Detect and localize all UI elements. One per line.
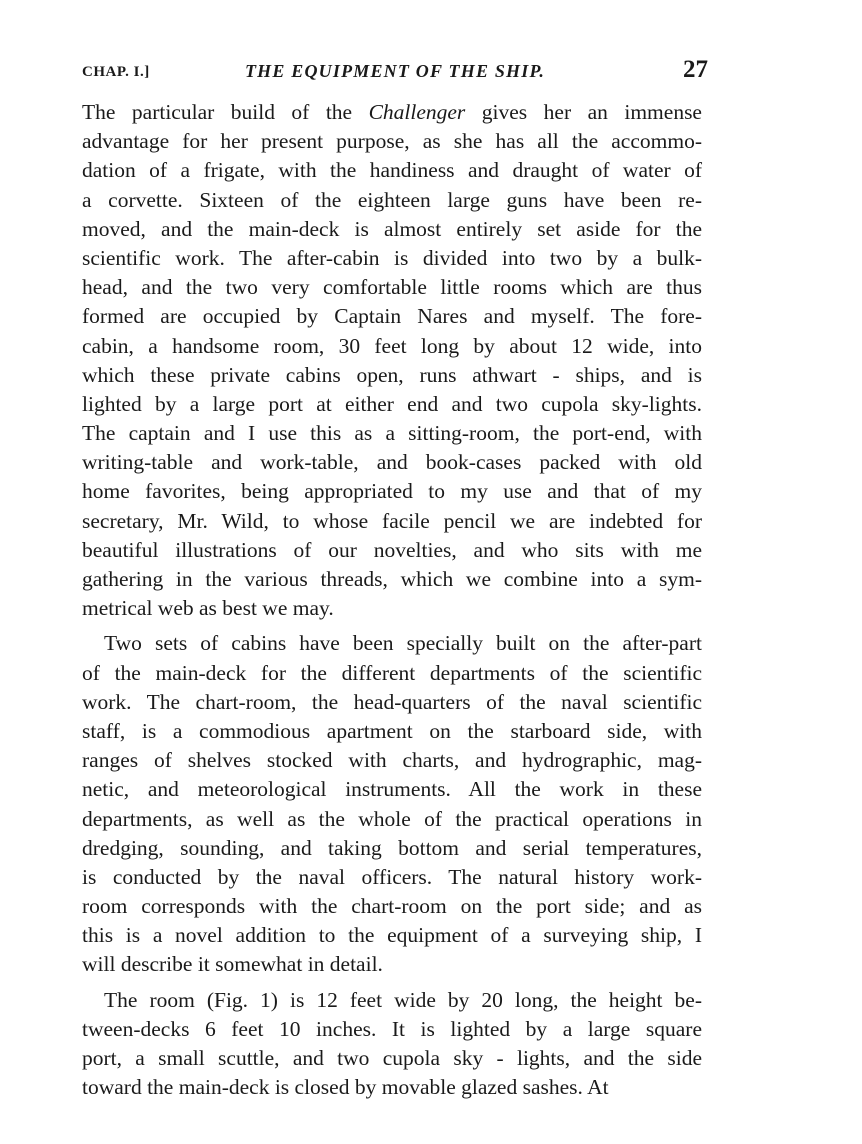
line-text: room corresponds with the chart-room on the port side; and as: [82, 894, 702, 919]
text-line: [82, 892, 702, 921]
text-line: [82, 156, 702, 185]
line-text: is conducted by the naval officers. The natural history work-: [82, 864, 702, 889]
line-text: which these private cabins open, runs athwart - ships, and is: [82, 362, 702, 387]
running-header: [82, 58, 708, 88]
text-line: [82, 986, 702, 1015]
line-text: netic, and meteorological instruments. All the work in these: [82, 777, 702, 802]
body-text: [82, 98, 702, 1102]
line-text: gathering in the various threads, which we combine into a sym-: [82, 567, 702, 591]
line-text: head, and the two very comfortable little rooms which are thus: [82, 275, 702, 300]
line-text: scientific work. The after-cabin is divided into two by a bulk-: [82, 245, 702, 270]
text-line: [82, 565, 702, 594]
line-text: beautiful illustrations of our novelties, and who sits with me: [82, 537, 702, 562]
ship-name-italic: Challenger: [368, 100, 466, 124]
line-text: dation of a frigate, with the handiness and draught of water of: [82, 158, 702, 183]
text-line: [82, 332, 702, 361]
text-line: [82, 834, 702, 863]
line-text: a corvette. Sixteen of the eighteen large guns have been re-: [82, 187, 702, 212]
line-text: writing-table and work-table, and book-cases packed with old: [82, 450, 702, 475]
paragraph: [82, 98, 702, 623]
line-text: formed are occupied by Captain Nares and myself. The fore-: [82, 304, 702, 329]
text-line: [82, 390, 702, 419]
line-text: port, a small scuttle, and two cupola sky - lights, and the side: [82, 1046, 702, 1070]
line-text: departments, as well as the whole of the practical operations in: [82, 806, 702, 831]
text-line: [82, 186, 702, 215]
line-text: metrical web as best we may.: [82, 596, 334, 621]
text-line: [82, 477, 702, 506]
line-text: advantage for her present purpose, as she has all the accommo-: [82, 129, 702, 154]
text-line: [82, 805, 702, 834]
line-text: gives her an immense: [465, 100, 702, 124]
text-line: [82, 361, 702, 390]
text-line: [82, 629, 702, 658]
text-line: [82, 215, 702, 244]
line-text: tween-decks 6 feet 10 inches. It is lighted by a large square: [82, 1016, 702, 1041]
line-text: The captain and I use this as a sitting-room, the port-end, with: [82, 421, 702, 446]
line-text: will describe it somewhat in detail.: [82, 952, 383, 977]
paragraph: [82, 986, 702, 1103]
line-text: toward the main-deck is closed by movable glazed sashes. At: [82, 1075, 609, 1100]
chapter-label: CHAP. I.]: [82, 64, 150, 80]
text-line: [82, 127, 702, 156]
line-text: of the main-deck for the different departments of the scientific: [82, 660, 702, 685]
text-line: [82, 950, 702, 979]
text-line: [82, 659, 702, 688]
text-line: [82, 98, 702, 127]
text-line: [82, 688, 702, 717]
line-text: home favorites, being appropriated to my use and that of my: [82, 479, 702, 504]
text-line: [82, 594, 702, 623]
text-line: [82, 302, 702, 331]
line-text: Two sets of cabins have been specially built on the after-part: [104, 631, 702, 656]
text-line: [82, 1073, 702, 1102]
running-title: THE EQUIPMENT OF THE SHIP.: [244, 61, 546, 81]
line-text: staff, is a commodious apartment on the starboard side, with: [82, 718, 702, 743]
text-line: [82, 536, 702, 565]
text-line: [82, 775, 702, 804]
line-text: cabin, a handsome room, 30 feet long by about 12 wide, into: [82, 333, 702, 358]
text-line: [82, 717, 702, 746]
text-line: [82, 921, 702, 950]
text-line: [82, 448, 702, 477]
paragraph: [82, 629, 702, 979]
text-line: [82, 1015, 702, 1044]
line-text: lighted by a large port at either end and two cupola sky-lights.: [82, 391, 702, 416]
line-text: this is a novel addition to the equipment of a surveying ship, I: [82, 923, 702, 948]
text-line: [82, 273, 702, 302]
page-number: 27: [683, 56, 708, 83]
line-text: ranges of shelves stocked with charts, and hydrographic, mag-: [82, 748, 702, 773]
line-text: dredging, sounding, and taking bottom and serial temperatures,: [82, 835, 702, 860]
line-text: The room (Fig. 1) is 12 feet wide by 20 long, the height be-: [104, 987, 702, 1012]
text-line: [82, 1044, 702, 1073]
line-text: secretary, Mr. Wild, to whose facile pencil we are indebted for: [82, 508, 702, 533]
line-text: The particular build of the: [82, 100, 369, 124]
text-line: [82, 746, 702, 775]
text-line: [82, 863, 702, 892]
text-line: [82, 419, 702, 448]
line-text: work. The chart-room, the head-quarters of the naval scientific: [82, 689, 702, 714]
line-text: moved, and the main-deck is almost entirely set aside for the: [82, 216, 702, 241]
text-line: [82, 507, 702, 536]
text-line: [82, 244, 702, 273]
